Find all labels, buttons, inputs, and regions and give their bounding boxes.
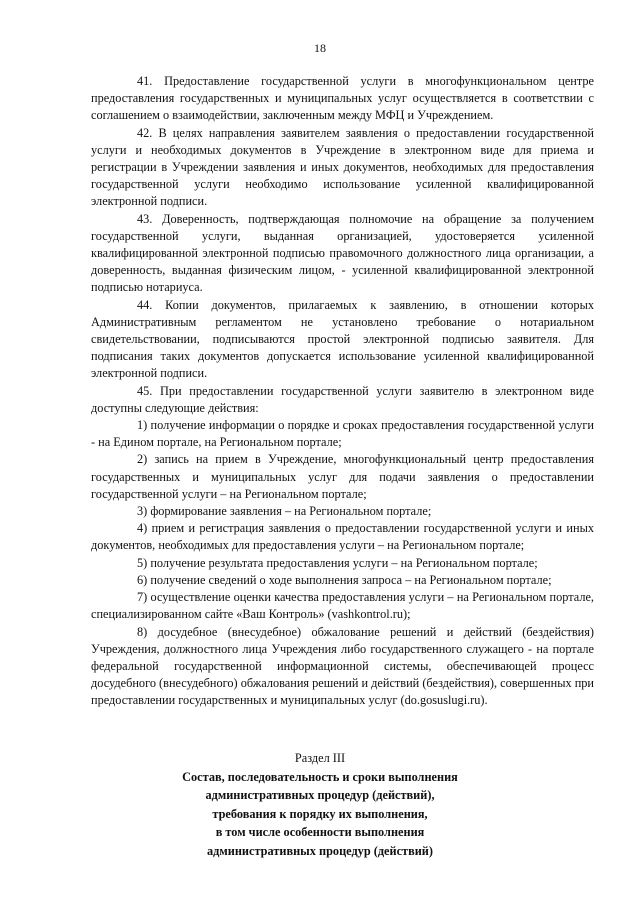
section-title-line: Состав, последовательность и сроки выполнения xyxy=(182,770,458,784)
section-title-line: требования к порядку их выполнения, xyxy=(212,806,428,821)
list-item-8: 8) досудебное (внесудебное) обжалование решений и действий (бездействия) Учреждения, должностного лица Учреждения либо государственного служащего - на портале федеральной государственной информационной системы, обеспечивающей процесс досудебного (внесудебного) обжалования решений и действий (бездействия), совершенных при предоставлении государственных и муниципальных услуг (do.gosuslugi.ru). xyxy=(91,624,595,708)
section-title-line: административных процедур (действий) xyxy=(207,843,433,858)
section-title xyxy=(0,768,640,860)
list-item-4: 4) прием и регистрация заявления о предоставлении государственной услуги и иных документов, необходимых для предоставления услуги – на Региональном портале; xyxy=(91,521,594,553)
section-heading xyxy=(0,749,640,860)
list-item-6: 6) получение сведений о ходе выполнения запроса – на Региональном портале; xyxy=(137,572,552,587)
paragraph-42: 42. В целях направления заявителем заявления о предоставлении государственной услуги и необходимых документов в Учреждение в электронном виде для приема и регистрации в Учреждении заявления и иных документов, необходимых для предоставления государственной услуги необходимо использование усиленной квалифицированной электронной подписи. xyxy=(91,125,594,209)
paragraph-43: 43. Доверенность, подтверждающая полномочие на обращение за получением государственной услуги, выданная организацией, удостоверяется усиленной квалифицированной электронной подписью правомочного должностного лица организации, а доверенность, выданная физическим лицом, - усиленной квалифицированной электронной подписью нотариуса. xyxy=(91,211,594,295)
page-number: 18 xyxy=(314,41,326,55)
list-item-1: 1) получение информации о порядке и сроках предоставления государственной услуги - на Едином портале, на Региональном портале; xyxy=(91,418,594,450)
list-item-3: 3) формирование заявления – на Региональном портале; xyxy=(137,504,432,519)
paragraph-44: 44. Копии документов, прилагаемых к заявлению, в отношении которых Административным регламентом не установлено требование о нотариальном свидетельствовании, подписываются простой электронной подписью заявителя. Для подписания таких документов допускается использование усиленной квалифицированной электронной подписи. xyxy=(91,297,594,381)
section-title-line: в том числе особенности выполнения xyxy=(215,825,425,840)
paragraph-45: 45. При предоставлении государственной услуги заявителю в электронном виде доступны следующие действия: xyxy=(91,383,594,415)
list-item-7: 7) осуществление оценки качества предоставления услуги – на Региональном портале, специализированном сайте «Ваш Контроль» (vashkontrol.ru); xyxy=(91,590,594,622)
paragraph-41: 41. Предоставление государственной услуги в многофункциональном центре предоставления государственных и муниципальных услуг осуществляется в соответствии с соглашением о взаимодействии, заключенным между МФЦ и Учреждением. xyxy=(91,74,594,123)
list-item-5: 5) получение результата предоставления услуги – на Региональном портале; xyxy=(137,555,538,570)
body-text xyxy=(91,73,594,710)
list-item-2: 2) запись на прием в Учреждение, многофункциональный центр предоставления государственных и муниципальных услуг для подачи заявления о предоставлении государственной услуги – на Региональном портале; xyxy=(91,452,594,501)
section-title-line: административных процедур (действий), xyxy=(205,788,435,803)
section-number: Раздел III xyxy=(294,751,346,765)
